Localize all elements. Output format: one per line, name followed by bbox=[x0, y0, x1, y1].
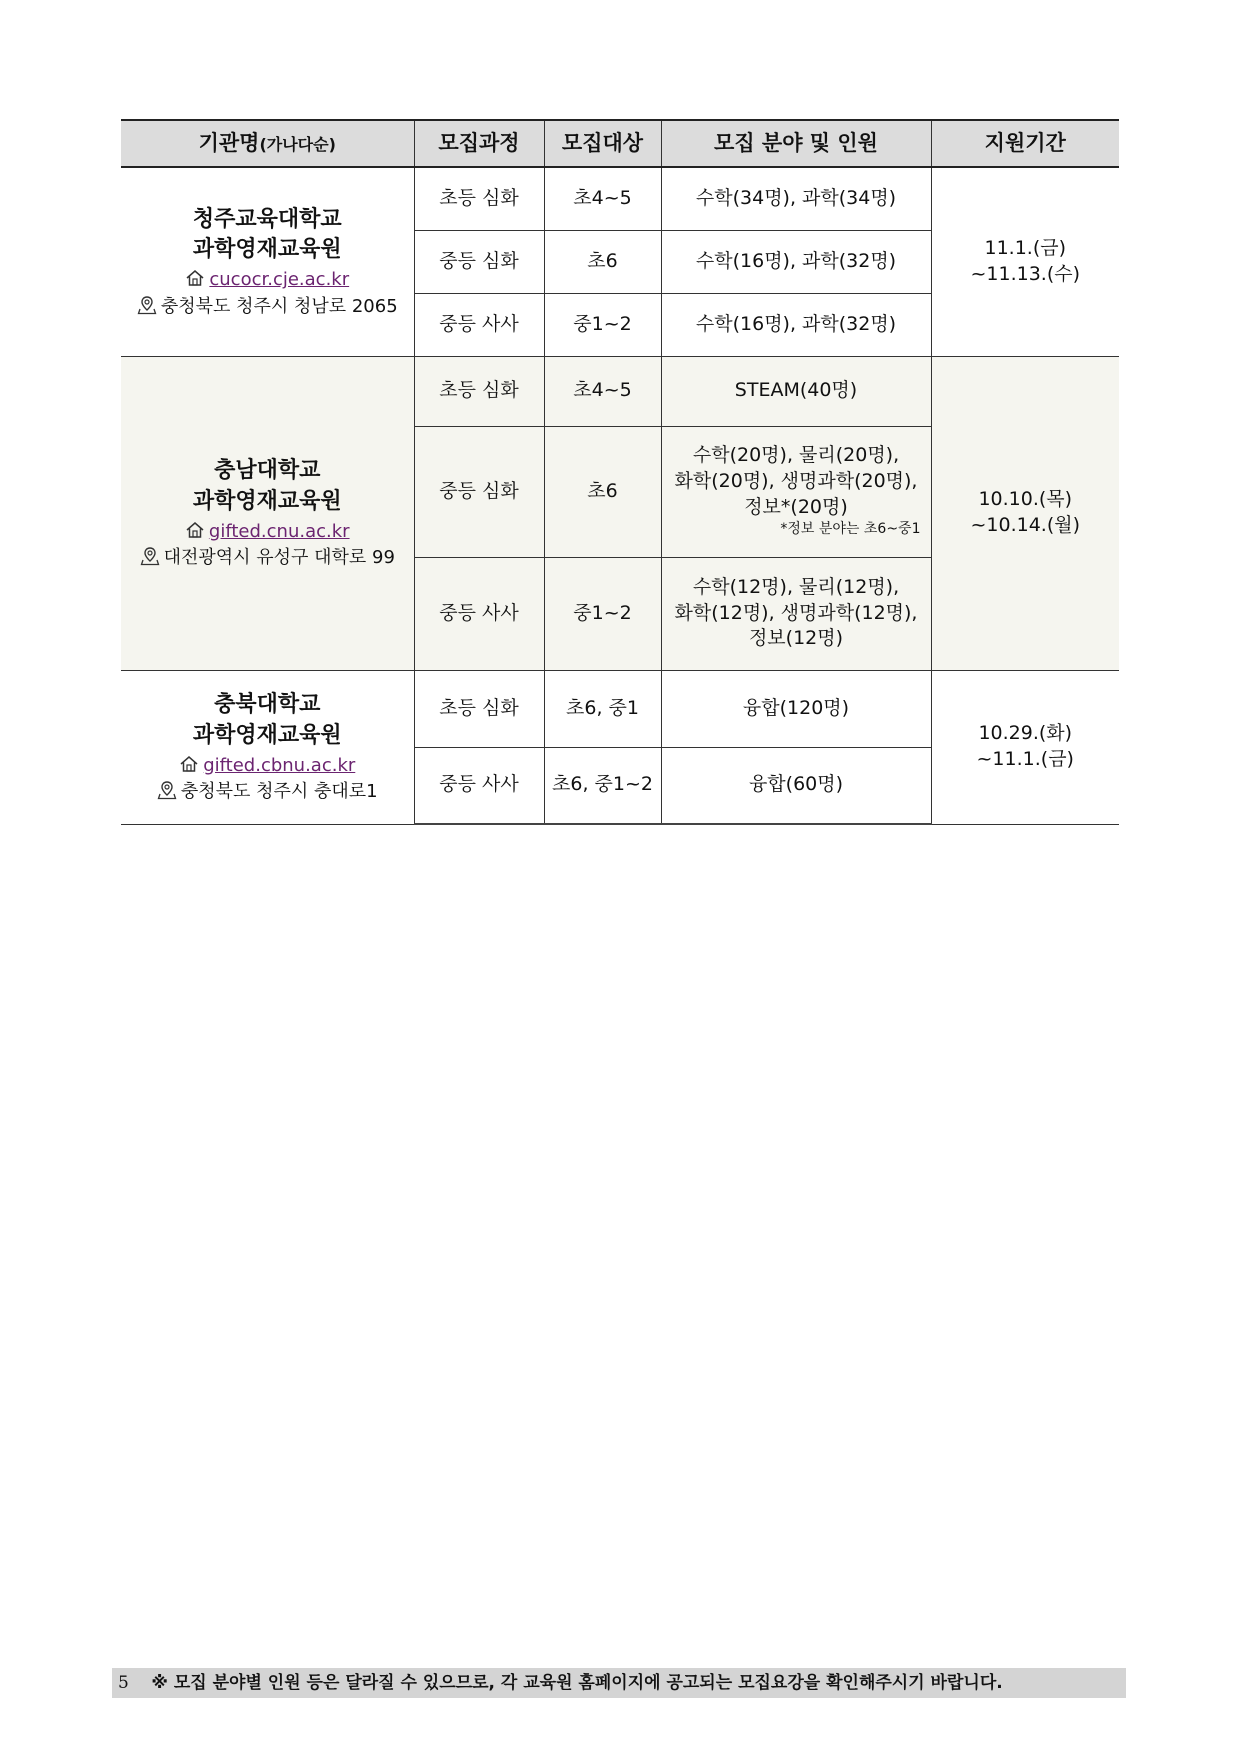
target-cell: 초4~5 bbox=[544, 356, 661, 426]
course-cell: 중등 사사 bbox=[414, 293, 544, 356]
fields-cell: 수학(16명), 과학(32명) bbox=[661, 230, 931, 293]
recruitment-table bbox=[121, 119, 1119, 825]
institution-address: 대전광역시 유성구 대학로 99 bbox=[163, 546, 395, 568]
period-end: ~10.14.(월) bbox=[970, 514, 1081, 536]
target-cell: 초6 bbox=[544, 426, 661, 557]
field-line: 정보*(20명) bbox=[744, 495, 848, 518]
course-cell: 초등 심화 bbox=[414, 167, 544, 230]
period-cell bbox=[931, 356, 1119, 670]
target-cell: 초4~5 bbox=[544, 167, 661, 230]
target-cell: 초6, 중1~2 bbox=[544, 747, 661, 824]
field-line: 정보(12명) bbox=[748, 627, 844, 650]
target-cell: 중1~2 bbox=[544, 557, 661, 670]
target-cell: 중1~2 bbox=[544, 293, 661, 356]
home-icon bbox=[185, 268, 205, 288]
footer-bar bbox=[112, 1668, 1126, 1698]
fields-cell: 융합(120명) bbox=[661, 670, 931, 747]
table-row bbox=[121, 670, 1119, 747]
fields-cell: 수학(34명), 과학(34명) bbox=[661, 167, 931, 230]
institution-dept: 과학영재교육원 bbox=[192, 488, 342, 514]
period-start: 10.29.(화) bbox=[978, 722, 1073, 745]
institution-cell bbox=[121, 356, 414, 670]
fields-cell: 융합(60명) bbox=[661, 747, 931, 824]
period-end: ~11.1.(금) bbox=[976, 748, 1074, 770]
location-pin-icon bbox=[157, 780, 177, 800]
institution-dept: 과학영재교육원 bbox=[192, 237, 342, 263]
course-cell: 중등 심화 bbox=[414, 230, 544, 293]
course-cell: 중등 사사 bbox=[414, 747, 544, 824]
fields-cell: 수학(16명), 과학(32명) bbox=[661, 293, 931, 356]
table-header-row bbox=[121, 120, 1119, 167]
header-course: 모집과정 bbox=[414, 120, 544, 167]
institution-address: 충청북도 청주시 청남로 2065 bbox=[160, 295, 398, 317]
location-pin-icon bbox=[140, 546, 160, 566]
field-note: *정보 분야는 초6~중1 bbox=[780, 521, 921, 538]
fields-cell: STEAM(40명) bbox=[661, 356, 931, 426]
institution-url-link[interactable]: gifted.cbnu.ac.kr bbox=[203, 754, 356, 776]
location-pin-icon bbox=[137, 295, 157, 315]
field-line: 수학(12명), 물리(12명), bbox=[692, 576, 900, 599]
table-row bbox=[121, 356, 1119, 426]
header-institution: 기관명(가나다순) bbox=[121, 120, 414, 167]
field-line: 수학(20명), 물리(20명), bbox=[692, 444, 900, 467]
table-row bbox=[121, 167, 1119, 230]
institution-name: 충남대학교 bbox=[214, 457, 321, 483]
period-cell bbox=[931, 167, 1119, 356]
institution-url-link[interactable]: gifted.cnu.ac.kr bbox=[208, 520, 350, 542]
page-number: 5 bbox=[118, 1673, 129, 1693]
target-cell: 초6, 중1 bbox=[544, 670, 661, 747]
period-start: 10.10.(목) bbox=[978, 488, 1073, 511]
course-cell: 초등 심화 bbox=[414, 356, 544, 426]
header-fields: 모집 분야 및 인원 bbox=[661, 120, 931, 167]
home-icon bbox=[185, 520, 205, 540]
institution-address: 충청북도 청주시 충대로1 bbox=[180, 780, 378, 802]
course-cell: 중등 심화 bbox=[414, 426, 544, 557]
period-cell bbox=[931, 670, 1119, 824]
header-period: 지원기간 bbox=[931, 120, 1119, 167]
home-icon bbox=[179, 754, 199, 774]
period-end: ~11.13.(수) bbox=[970, 262, 1081, 285]
institution-cell bbox=[121, 670, 414, 824]
target-cell: 초6 bbox=[544, 230, 661, 293]
course-cell: 초등 심화 bbox=[414, 670, 544, 747]
footer-notice: ※ 모집 분야별 인원 등은 달라질 수 있으므로, 각 교육원 홈페이지에 공고되는 모집요강을 확인해주시기 바랍니다. bbox=[151, 1673, 1003, 1693]
field-line: 화학(12명), 생명과학(12명), bbox=[674, 601, 918, 624]
institution-name: 청주교육대학교 bbox=[192, 206, 342, 232]
header-target: 모집대상 bbox=[544, 120, 661, 167]
period-start: 11.1.(금) bbox=[984, 237, 1067, 260]
institution-cell bbox=[121, 167, 414, 356]
course-cell: 중등 사사 bbox=[414, 557, 544, 670]
field-line: 화학(20명), 생명과학(20명), bbox=[674, 469, 918, 492]
institution-url-link[interactable]: cucocr.cje.ac.kr bbox=[209, 269, 350, 291]
institution-name: 충북대학교 bbox=[214, 691, 321, 717]
fields-cell bbox=[661, 557, 931, 670]
institution-dept: 과학영재교육원 bbox=[192, 722, 342, 748]
fields-cell bbox=[661, 426, 931, 557]
